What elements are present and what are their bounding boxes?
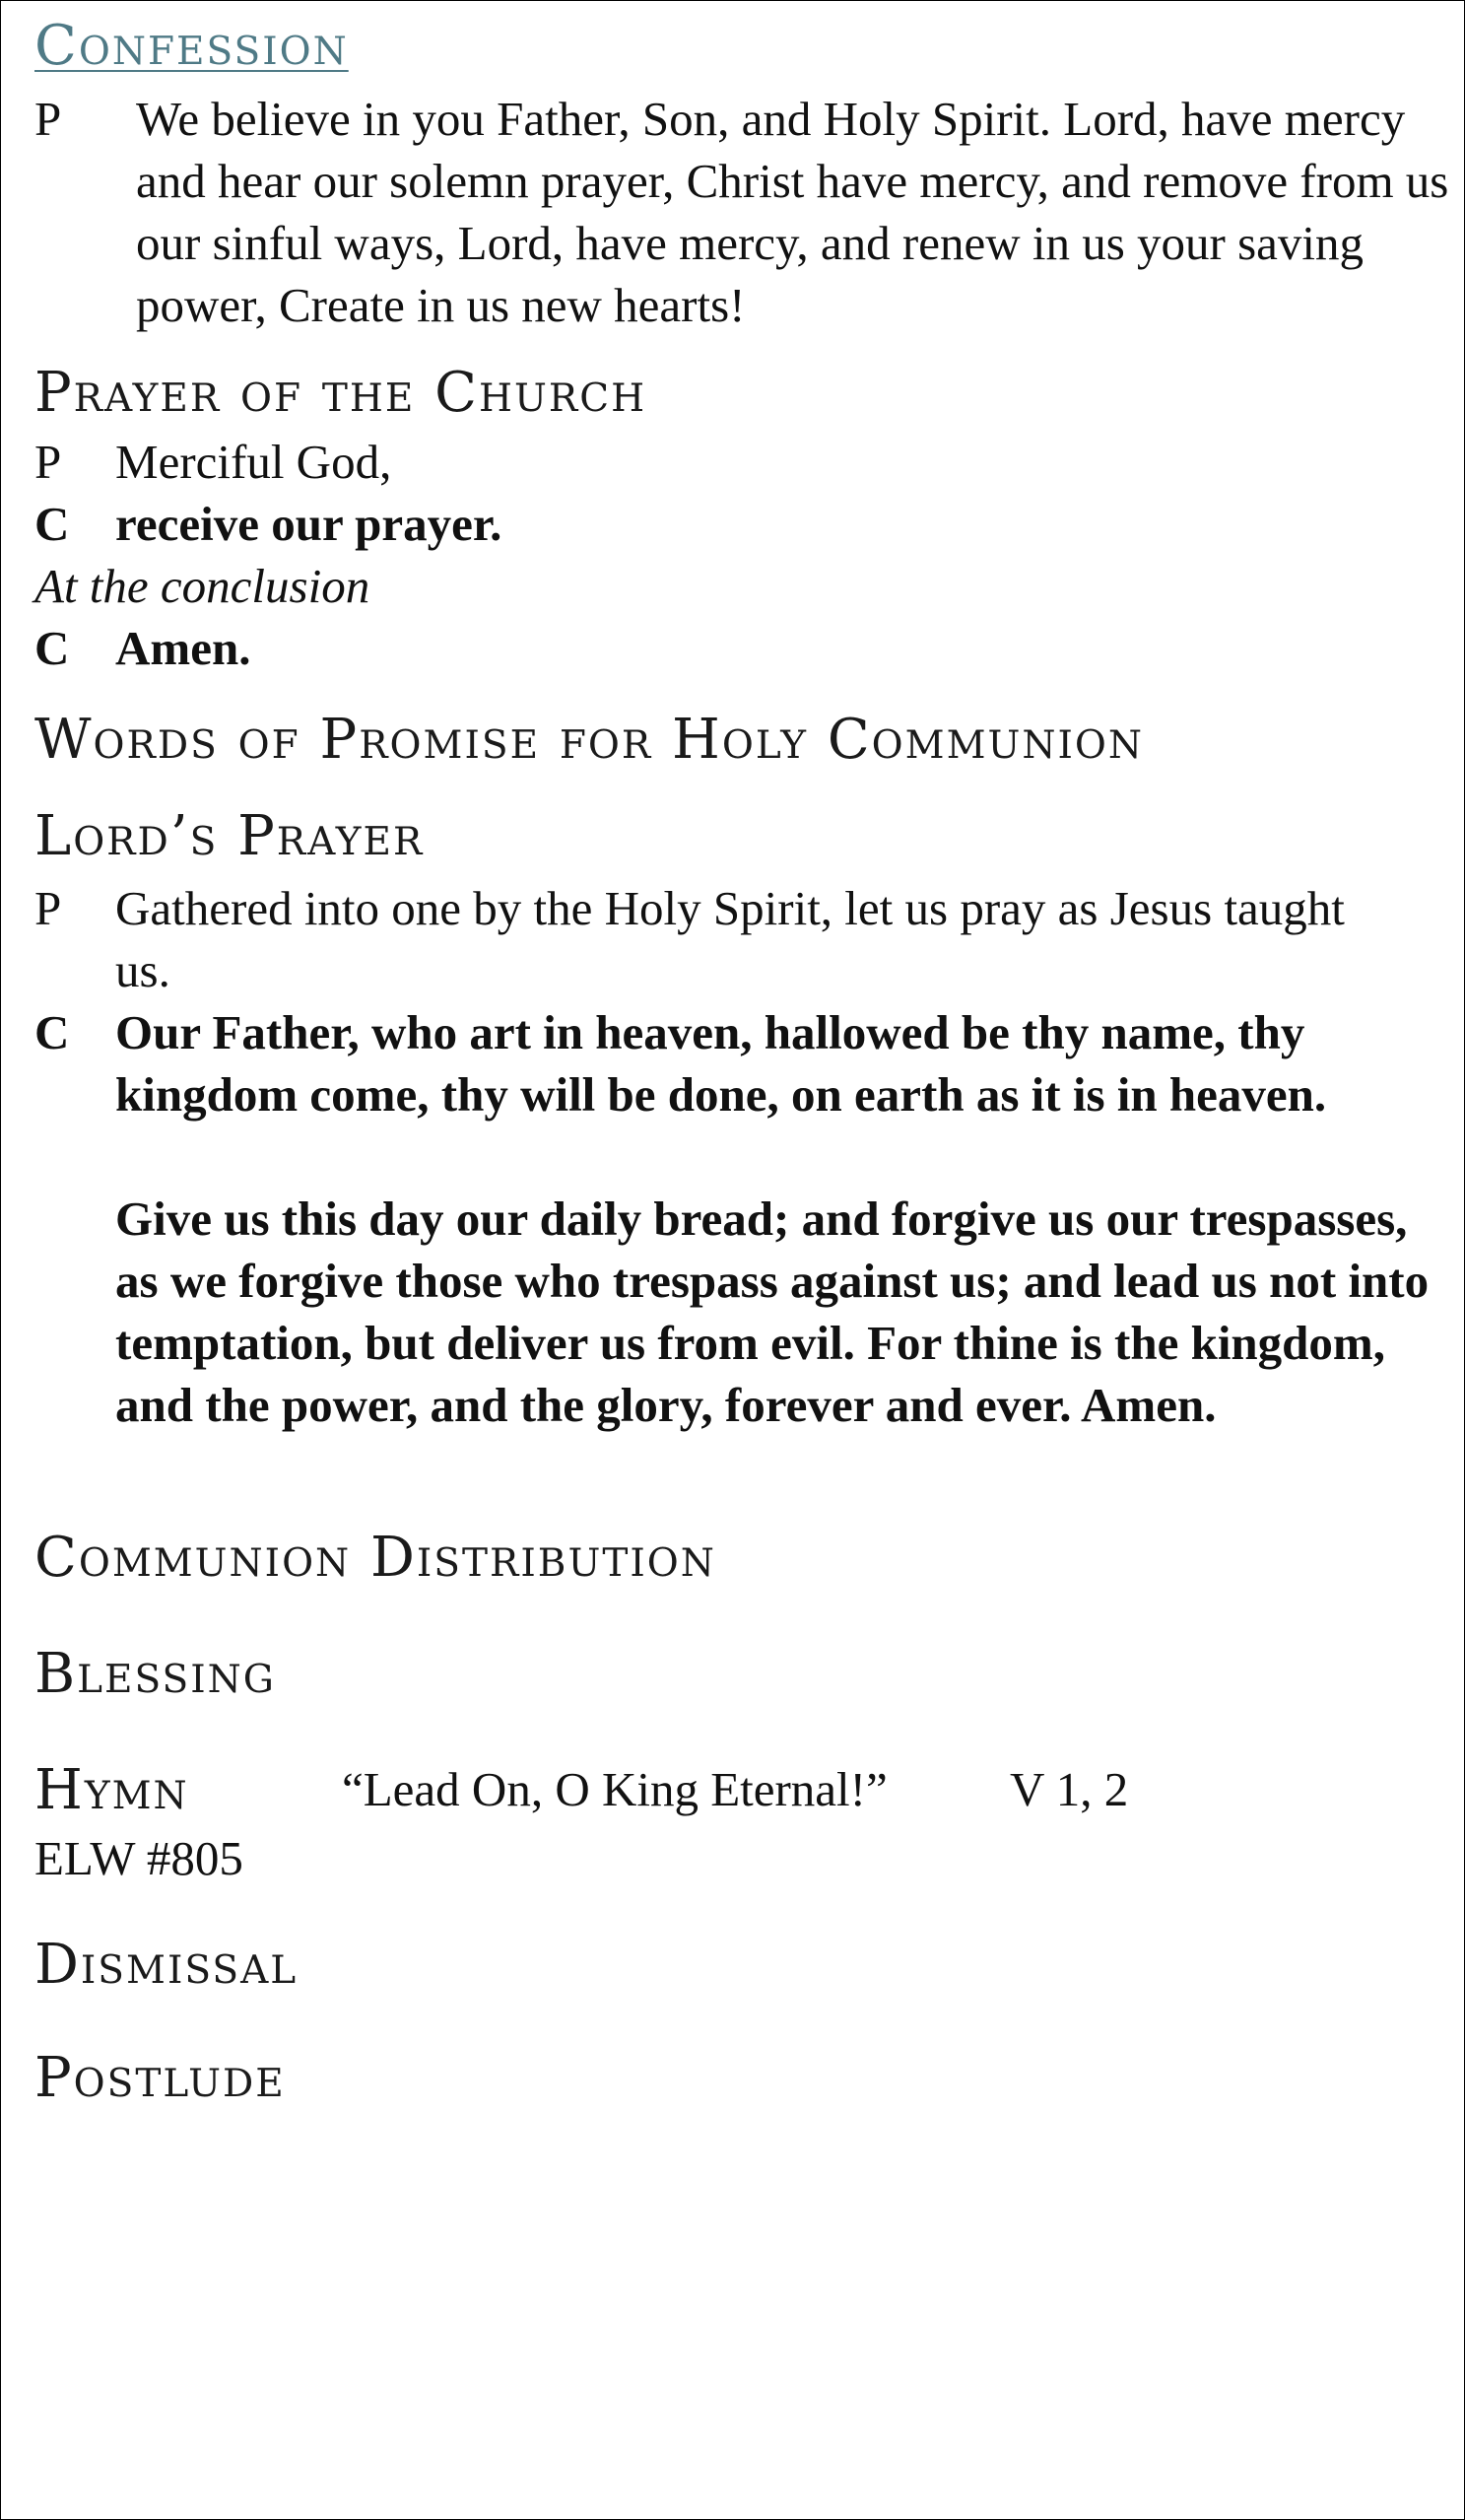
- blessing-heading: Blessing: [34, 1642, 276, 1706]
- hymn-verses: V 1, 2: [1010, 1762, 1129, 1816]
- hymn-heading: Hymn: [34, 1758, 189, 1822]
- prayer-line-1-speaker: P: [34, 435, 62, 489]
- lords-prayer-c-para1: Our Father, who art in heaven, hallowed be thy name, thy kingdom come, thy will be done, on earth as it is in heaven.: [115, 1005, 1327, 1122]
- prayer-line-2-speaker: C: [34, 497, 70, 551]
- hymn-number: ELW #805: [34, 1831, 243, 1885]
- dismissal-heading: Dismissal: [34, 1933, 299, 1997]
- confession-heading: Confession: [34, 14, 349, 78]
- lords-prayer-p-text: Gathered into one by the Holy Spirit, let us pray as Jesus taught us.: [115, 881, 1345, 997]
- lords-prayer-p-speaker: P: [34, 881, 62, 935]
- confession-block: [34, 88, 1449, 344]
- lords-prayer-c-para2: Give us this day our daily bread; and forgive us our trespasses, as we forgive those who trespass against us; and lead us not into temptation, but deliver us from evil. For thine is the kingdom, and the power, and the glory, forever and ever. Amen.: [115, 1192, 1430, 1432]
- confession-speaker: P: [34, 92, 62, 146]
- prayer-line-1-text: Merciful God,: [115, 435, 392, 489]
- prayer-line-3-speaker: C: [34, 621, 70, 675]
- lords-prayer-response: [34, 1001, 1433, 1494]
- prayer-line-3-text: Amen.: [115, 621, 251, 675]
- prayer-rubric: At the conclusion: [34, 559, 370, 613]
- prayer-of-church-heading: Prayer of the Church: [34, 361, 647, 425]
- prayer-line-2-text: receive our prayer.: [115, 497, 502, 551]
- lords-prayer-heading: Lord’s Prayer: [34, 804, 425, 868]
- communion-distribution-heading: Communion Distribution: [34, 1526, 716, 1590]
- lords-prayer-c-speaker: C: [34, 1005, 70, 1059]
- confession-text: We believe in you Father, Son, and Holy Spirit. Lord, have mercy and hear our solemn prayer, Christ have mercy, and remove from us our sinful ways, Lord, have mercy, and renew in us your saving power, Create in us new hearts!: [136, 92, 1449, 332]
- postlude-heading: Postlude: [34, 2046, 286, 2110]
- lords-prayer-invitation: [34, 877, 1433, 1005]
- words-of-promise-heading: Words of Promise for Holy Communion: [34, 708, 1145, 772]
- hymn-title: “Lead On, O King Eternal!”: [342, 1762, 888, 1816]
